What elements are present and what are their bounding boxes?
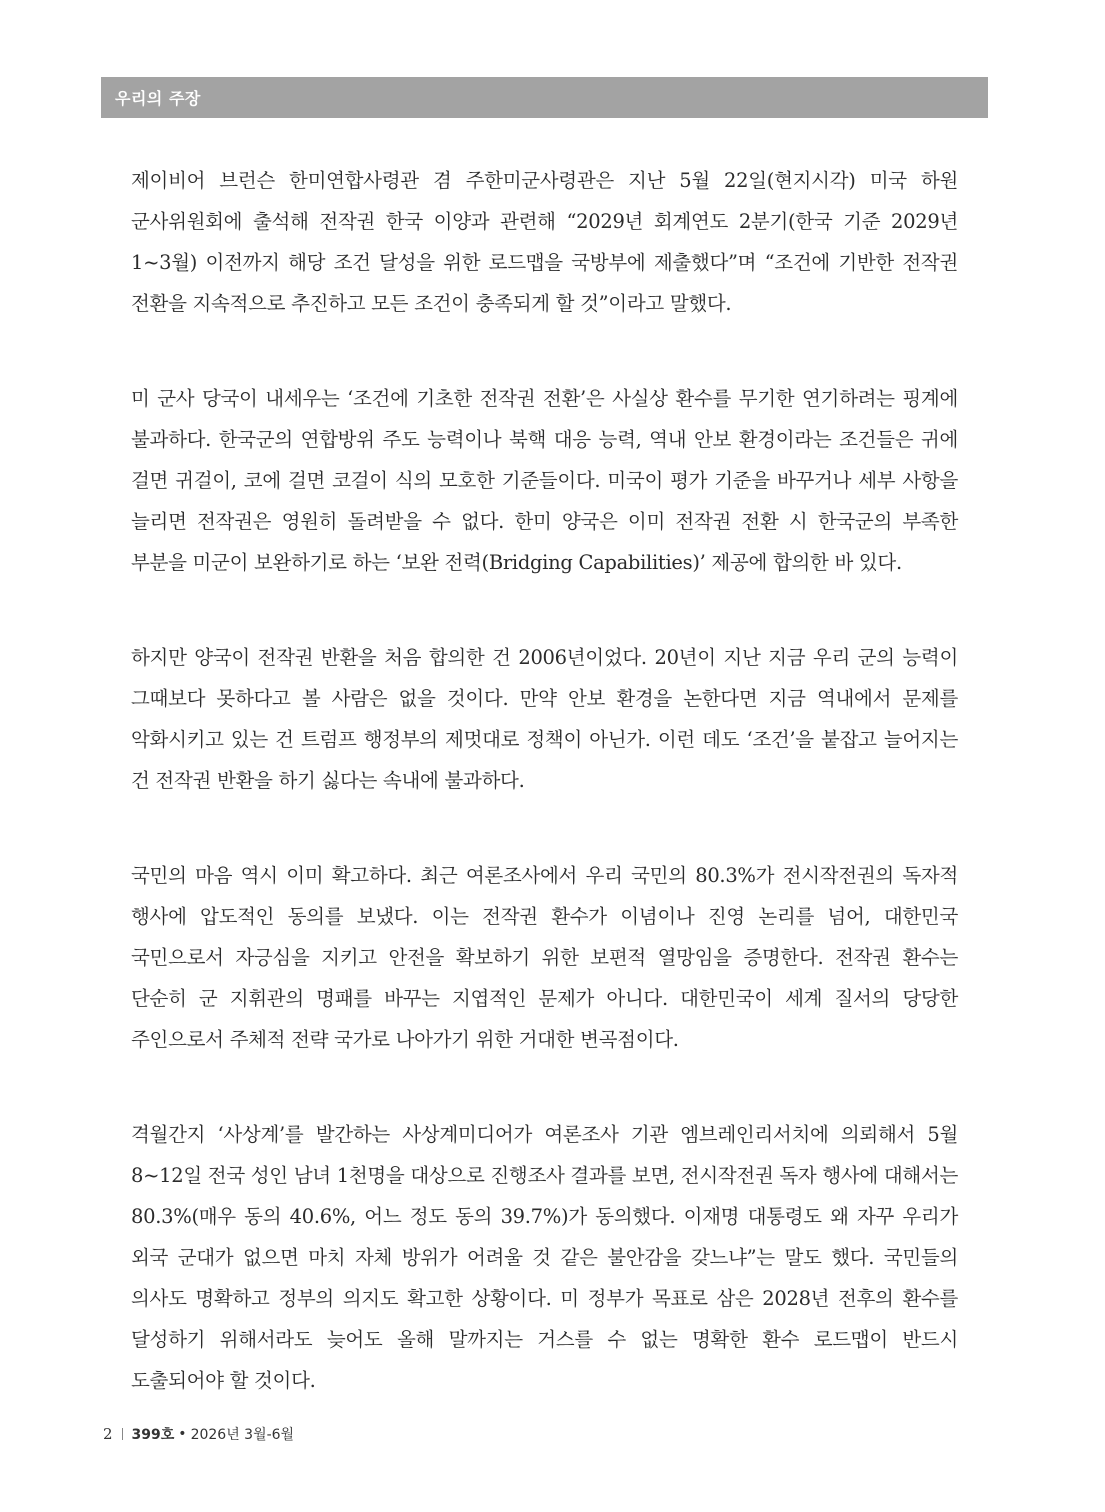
issue-date: 2026년 3월-6월 [190,1427,295,1443]
footer-divider [122,1428,123,1440]
section-header [101,77,988,118]
paragraph-2: 미 군사 당국이 내세우는 ‘조건에 기초한 전작권 전환’은 사실상 환수를 무기한 연기하려는 핑계에 불과하다. 한국군의 연합방위 주도 능력이나 북핵 대응 능력, 역내 안보 환경이라는 조건들은 귀에 걸면 귀걸이, 코에 걸면 코걸이 식의 모호한 기준들이다. 미국이 평가 기준을 바꾸거나 세부 사항을 늘리면 전작권은 영원히 돌려받을 수 없다. 한미 양국은 이미 전작권 전환 시 한국군의 부족한 부분을 미군이 보완하기로 하는 ‘보완 전력(Bridging Capabilities)’ 제공에 합의한 바 있다. [131,387,958,574]
article-body [131,160,958,1455]
paragraph-5: 격월간지 ‘사상계’를 발간하는 사상계미디어가 여론조사 기관 엠브레인리서치에 의뢰해서 5월 8~12일 전국 성인 남녀 1천명을 대상으로 진행조사 결과를 보면, 전시작전권 독자 행사에 대해서는 80.3%(매우 동의 40.6%, 어느 정도 동의 39.7%)가 동의했다. 이재명 대통령도 왜 자꾸 우리가 외국 군대가 없으면 마치 자체 방위가 어려울 것 같은 불안감을 갖느냐”는 말도 했다. 국민들의 의사도 명확하고 정부의 의지도 확고한 상황이다. 미 정부가 목표로 삼은 2028년 전후의 환수를 달성하기 위해서라도 늦어도 올해 말까지는 거스를 수 없는 명확한 환수 로드맵이 반드시 도출되어야 할 것이다. [131,1123,959,1392]
paragraph-3: 하지만 양국이 전작권 반환을 처음 합의한 건 2006년이었다. 20년이 지난 지금 우리 군의 능력이 그때보다 못하다고 볼 사람은 없을 것이다. 만약 안보 환경을 논한다면 지금 역내에서 문제를 악화시키고 있는 건 트럼프 행정부의 제멋대로 정책이 아닌가. 이런 데도 ‘조건’을 붙잡고 늘어지는 건 전작권 반환을 하기 싫다는 속내에 불과하다. [131,646,958,792]
paragraph-1: 제이비어 브런슨 한미연합사령관 겸 주한미군사령관은 지난 5월 22일(현지시각) 미국 하원 군사위원회에 출석해 전작권 한국 이양과 관련해 “2029년 회계연도 2분기(한국 기준 2029년 1~3월) 이전까지 해당 조건 달성을 위한 로드맵을 국방부에 제출했다”며 “조건에 기반한 전작권 전환을 지속적으로 추진하고 모든 조건이 충족되게 할 것”이라고 말했다. [131,169,958,315]
paragraph-4: 국민의 마음 역시 이미 확고하다. 최근 여론조사에서 우리 국민의 80.3%가 전시작전권의 독자적 행사에 압도적인 동의를 보냈다. 이는 전작권 환수가 이념이나 진영 논리를 넘어, 대한민국 국민으로서 자긍심을 지키고 안전을 확보하기 위한 보편적 열망임을 증명한다. 전작권 환수는 단순히 군 지휘관의 명패를 바꾸는 지엽적인 문제가 아니다. 대한민국이 세계 질서의 당당한 주인으로서 주체적 전략 국가로 나아가기 위한 거대한 변곡점이다. [131,864,958,1051]
page-footer [103,1424,294,1444]
page-number: 2 [103,1425,113,1443]
issue-number: 399호 [131,1427,175,1443]
footer-bullet: • [178,1426,187,1442]
section-title: 우리의 주장 [115,89,201,108]
